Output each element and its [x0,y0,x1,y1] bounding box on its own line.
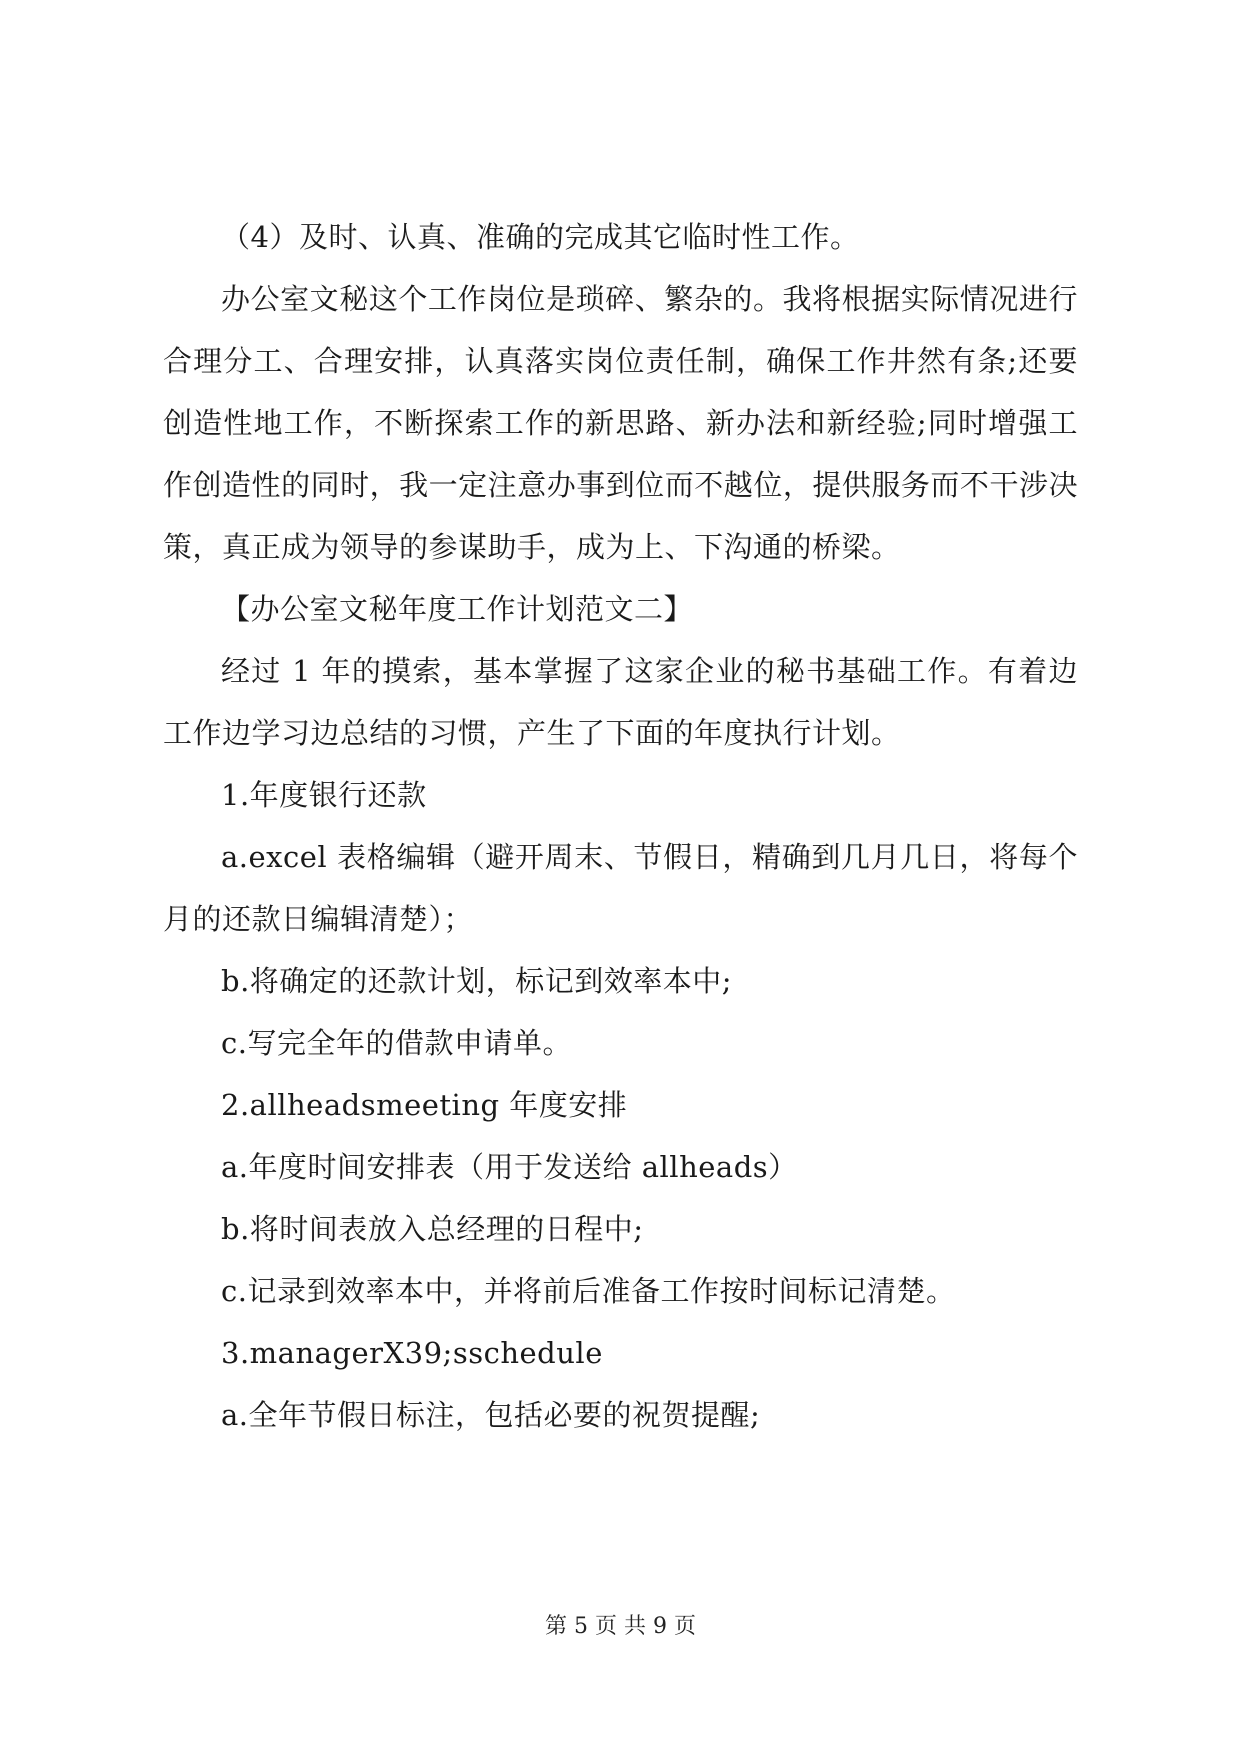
section-heading-sample-two: 【办公室文秘年度工作计划范文二】 [221,592,694,626]
paragraph-secretary-role: 办公室文秘这个工作岗位是琐碎、繁杂的。我将根据实际情况进行合理分工、合理安排，认真落实岗位责任制，确保工作井然有条;还要创造性地工作，不断探索工作的新思路、新办法和新经验;同时增强工作创造性的同时，我一定注意办事到位而不越位，提供服务而不干涉决策，真正成为领导的参谋助手，成为上、下沟通的桥梁。 [163,282,1078,564]
list-item-1a: a.excel 表格编辑（避开周末、节假日，精确到几月几日，将每个月的还款日编辑清楚）； [163,840,1078,936]
paragraph-task-4: （4）及时、认真、准确的完成其它临时性工作。 [221,220,860,254]
paragraph-intro: 经过 1 年的摸索，基本掌握了这家企业的秘书基础工作。有着边工作边学习边总结的习惯，产生了下面的年度执行计划。 [163,654,1078,750]
list-item-3: 3.managerX39;sschedule [221,1336,603,1370]
list-item-1: 1.年度银行还款 [221,778,427,812]
document-body [163,206,1078,1446]
page-number-footer: 第 5 页 共 9 页 [545,1614,696,1639]
list-item-1b: b.将确定的还款计划，标记到效率本中; [221,964,733,998]
list-item-2b: b.将时间表放入总经理的日程中; [221,1212,644,1246]
list-item-1c: c.写完全年的借款申请单。 [221,1026,572,1060]
list-item-2: 2.allheadsmeeting 年度安排 [221,1088,628,1122]
list-item-3a: a.全年节假日标注，包括必要的祝贺提醒; [221,1398,761,1432]
list-item-2c: c.记录到效率本中，并将前后准备工作按时间标记清楚。 [221,1274,956,1308]
list-item-2a: a.年度时间安排表（用于发送给 allheads） [221,1150,798,1184]
